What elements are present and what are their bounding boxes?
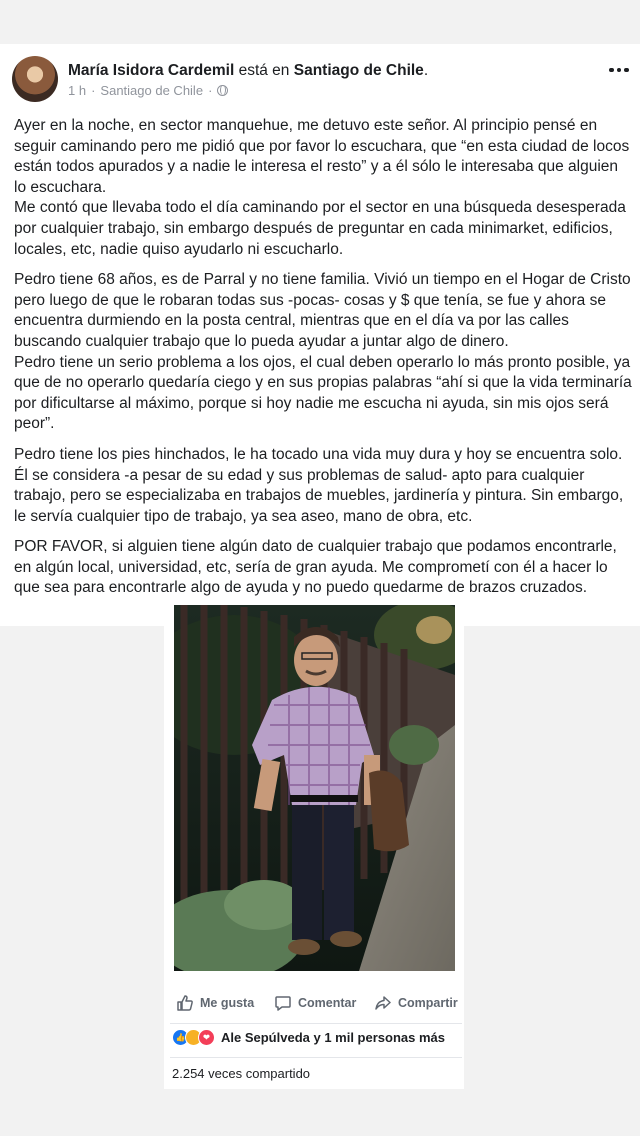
post-header	[68, 62, 428, 80]
post-text	[14, 116, 632, 609]
reactions-text: Ale Sepúlveda y 1 mil personas más	[221, 1030, 445, 1045]
post-photo[interactable]	[174, 605, 455, 971]
like-label: Me gusta	[200, 996, 255, 1010]
share-icon	[374, 994, 392, 1012]
post-paragraph: Pedro tiene 68 años, es de Parral y no tiene familia. Vivió un tiempo en el Hogar de Cristo pero luego de que le robaran todas sus -pocas- cosas y $ que tenía, se fue y ahora se encuentra durmiendo en la posta central, mientras que en el día va por las calles buscando cualquier trabajo que lo pueda ayudar a juntar algo de dinero. Pedro tiene un serio problema a los ojos, el cual deben operarlo lo más pronto posible, ya que de no operarlo quedaría ciego y en sus propias palabras “ahí si que la vida terminaría por dificultarse al máximo, porque si hoy nadie me escucha ni ayuda, sin mis ojos será peor”.	[14, 271, 632, 433]
comment-button[interactable]	[274, 994, 356, 1012]
meta-location[interactable]: Santiago de Chile	[100, 83, 204, 98]
post	[0, 44, 640, 626]
author-name[interactable]: María Isidora Cardemil	[68, 62, 235, 79]
comment-icon	[274, 994, 292, 1012]
post-paragraph: POR FAVOR, si alguien tiene algún dato de cualquier trabajo que podamos encontrarle, en algún local, universidad, etc, sería de gran ayuda. Me comprometí con él a hacer lo que sea para encontrarle algo de ayuda y no puedo quedarme de brazos cruzados.	[14, 538, 617, 597]
love-reaction-icon: ❤	[198, 1029, 215, 1046]
more-options-icon[interactable]	[608, 66, 630, 74]
photo-illustration	[174, 605, 455, 971]
meta-separator-2: ·	[208, 83, 213, 98]
share-label: Compartir	[398, 996, 458, 1010]
like-button[interactable]	[176, 994, 254, 1012]
post-meta	[68, 83, 228, 98]
share-count[interactable]: 2.254 veces compartido	[172, 1066, 311, 1081]
reactions-summary[interactable]	[172, 1029, 445, 1046]
post-time[interactable]: 1 h	[68, 83, 87, 98]
location-link[interactable]: Santiago de Chile	[293, 62, 424, 79]
meta-separator: ·	[91, 83, 96, 98]
globe-icon	[217, 85, 228, 96]
divider	[170, 1023, 462, 1024]
post-paragraph: Pedro tiene los pies hinchados, le ha tocado una vida muy dura y hoy se encuentra solo. Él se considera -a pesar de su edad y sus problemas de salud- apto para cualquier trabajo, pero se especializaba en trabajos de muebles, jardinería y pintura. Sin embargo, le servía cualquier tipo de trabajo, ya sea aseo, mano de obra, etc.	[14, 445, 624, 525]
author-avatar[interactable]	[12, 56, 58, 102]
location-verb: está en	[238, 62, 290, 79]
like-reaction-icon: 👍	[172, 1029, 189, 1046]
share-button[interactable]	[374, 994, 458, 1012]
divider	[170, 1057, 462, 1058]
reaction-icons	[172, 1029, 215, 1046]
comment-label: Comentar	[298, 996, 357, 1010]
post-card	[164, 605, 464, 1089]
post-paragraph: Ayer en la noche, en sector manquehue, me detuvo este señor. Al principio pensé en seguir caminando pero me pidió que por favor lo escuchara, que “en esta ciudad de locos están todos apurados y a nadie le interesa el resto” y a él sólo le interesaba que alguien lo escuchara. Me contó que llevaba todo el día caminando por el sector en una búsqueda desesperada por cualquier trabajo, sin embargo después de preguntar en cada minimarket, edificios, locales, etc, nadie quiso ayudarlo ni escucharlo.	[14, 117, 630, 258]
like-icon	[176, 994, 194, 1012]
location-suffix: .	[423, 62, 429, 79]
action-bar	[164, 985, 464, 1021]
